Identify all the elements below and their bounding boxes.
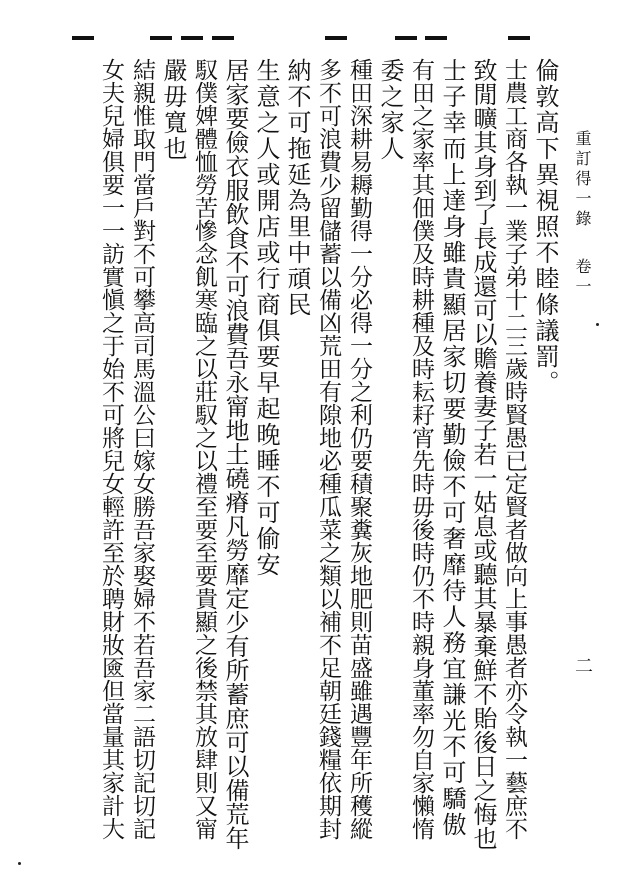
text-column: 致閒曠其身到了長成還可以贍養妻子若一姑息或聽其暴棄鮮不貽後日之悔也 bbox=[469, 58, 497, 850]
text-column: 士農工商各執一業子弟十二三歲時賢愚已定賢者做向上事愚者亦令執一藝庶不 bbox=[501, 58, 527, 840]
text-column: 居家要儉衣服飲食不可浪費吾永甯地土磽瘠凡勞靡定少有所蓄庶可以備荒年 bbox=[221, 58, 249, 850]
text-column: 結親惟取門當戶對不可攀高司馬溫公曰嫁女勝吾家娶婦不若吾家二語切記切記 bbox=[129, 58, 155, 840]
top-rule-mark bbox=[72, 36, 94, 40]
text-column: 有田之家率其佃僕及時耕種及時耘耔宵先時毋後時仍不時親身董率勿自家懶惰 bbox=[408, 58, 434, 840]
volume-label: 卷一 bbox=[573, 258, 592, 298]
top-rule-mark bbox=[150, 36, 172, 40]
text-column: 士子幸而上達身雖貴顯居家切要勤儉不可奢靡待人務宜謙光不可驕傲 bbox=[438, 58, 466, 838]
top-rule-mark bbox=[325, 36, 347, 40]
text-column: 生意之人或開店或行商俱要早起晚睡不可偷安 bbox=[252, 58, 280, 578]
top-rule-mark bbox=[508, 36, 530, 40]
top-rule-mark bbox=[395, 36, 417, 40]
text-column: 女夫兒婦俱要一一訪實愼之于始不可將兒女輕許至於聘財妝匳但當量其家計大 bbox=[98, 58, 124, 840]
text-column: 納不可拖延為里中頑民 bbox=[283, 58, 311, 318]
top-rule-mark bbox=[425, 36, 447, 40]
text-column: 倫敦高下異視照不睦條議罰。 bbox=[531, 58, 559, 396]
text-column: 委之家人 bbox=[376, 58, 404, 162]
scan-speck bbox=[18, 862, 21, 865]
text-column: 馭僕婢體恤勞苦慘念飢寒臨之以莊馭之以禮至要至要貴顯之後禁其放肆則又甯 bbox=[191, 58, 217, 840]
page-number: 二 bbox=[575, 656, 593, 677]
top-rule-mark bbox=[181, 36, 203, 40]
text-column: 嚴毋寬也 bbox=[159, 58, 187, 162]
text-column: 多不可浪費少留儲蓄以備凶荒田有隙地必種瓜菜之類以補不足朝廷錢糧依期封 bbox=[315, 58, 341, 840]
book-title: 重訂得一錄 bbox=[573, 130, 592, 230]
top-rule-mark bbox=[212, 36, 234, 40]
text-column: 種田深耕易耨勤得一分必得一分之利仍要積聚糞灰地肥則苗盛雖遇豐年所穫縱 bbox=[346, 58, 372, 840]
scan-speck bbox=[596, 323, 599, 326]
